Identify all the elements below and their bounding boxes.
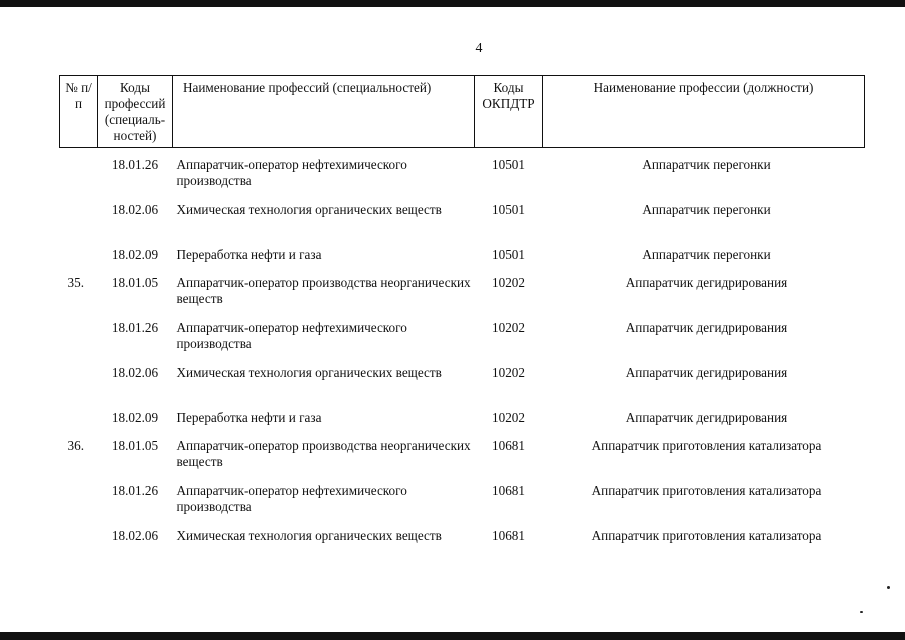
table-row [60, 483, 865, 528]
cell-position-name: Аппаратчик перегонки [642, 202, 771, 217]
table-row [60, 320, 865, 365]
cell-position-name: Аппаратчик дегидрирования [625, 320, 788, 335]
cell-num: 36. [67, 438, 84, 453]
cell-num [60, 528, 98, 573]
cell-num [60, 148, 98, 203]
cell-okpdtr: 10202 [492, 320, 525, 335]
scan-speck [887, 586, 890, 589]
header-row [60, 76, 865, 148]
header-position-name: Наименование профессии (должности) [543, 76, 865, 148]
scan-speck [860, 611, 863, 613]
cell-profession-name: Аппаратчик-оператор нефтехимического производства [176, 320, 407, 351]
cell-profession-name: Химическая технология органических веществ [176, 528, 442, 543]
table-row [60, 202, 865, 247]
cell-position-name: Аппаратчик перегонки [642, 247, 771, 262]
cell-okpdtr: 10681 [492, 528, 525, 543]
cell-profession-name: Химическая технология органических веществ [176, 365, 442, 380]
cell-okpdtr: 10501 [492, 157, 525, 172]
cell-code: 18.02.09 [111, 410, 159, 425]
cell-profession-name: Химическая технология органических веществ [176, 202, 442, 217]
page-number: 4 [475, 41, 483, 56]
cell-code: 18.02.06 [111, 202, 159, 217]
professions-table [59, 75, 865, 573]
cell-okpdtr: 10681 [492, 438, 525, 453]
cell-profession-name: Переработка нефти и газа [176, 410, 322, 425]
cell-code: 18.02.09 [111, 247, 159, 262]
cell-okpdtr: 10501 [492, 202, 525, 217]
cell-code: 18.01.05 [111, 438, 159, 453]
cell-profession-name: Аппаратчик-оператор нефтехимического производства [176, 157, 407, 188]
cell-num: 35. [67, 275, 84, 290]
cell-okpdtr: 10681 [492, 483, 525, 498]
cell-code: 18.01.26 [111, 483, 159, 498]
cell-position-name: Аппаратчик дегидрирования [625, 275, 788, 290]
cell-position-name: Аппаратчик приготовления катализатора [591, 438, 822, 453]
cell-position-name: Аппаратчик приготовления катализатора [591, 528, 822, 543]
table-row [60, 438, 865, 483]
cell-num [60, 410, 98, 438]
bottom-border-bar [0, 632, 905, 640]
table-row [60, 410, 865, 438]
table-row [60, 275, 865, 320]
cell-profession-name: Аппаратчик-оператор производства неорганических веществ [176, 438, 471, 469]
cell-profession-name: Аппаратчик-оператор производства неорганических веществ [176, 275, 471, 306]
cell-num [60, 365, 98, 410]
cell-okpdtr: 10202 [492, 275, 525, 290]
table-row [60, 148, 865, 203]
cell-code: 18.02.06 [111, 528, 159, 543]
table-row [60, 247, 865, 275]
header-okpdtr: Коды ОКПДТР [475, 76, 543, 148]
cell-position-name: Аппаратчик дегидрирования [625, 365, 788, 380]
cell-okpdtr: 10202 [492, 410, 525, 425]
cell-code: 18.01.05 [111, 275, 159, 290]
cell-position-name: Аппаратчик перегонки [642, 157, 771, 172]
cell-position-name: Аппаратчик дегидрирования [625, 410, 788, 425]
cell-position-name: Аппаратчик приготовления катализатора [591, 483, 822, 498]
cell-code: 18.02.06 [111, 365, 159, 380]
top-border-bar [0, 0, 905, 7]
header-codes: Коды профессий (специаль-ностей) [98, 76, 173, 148]
header-num: № п/п [60, 76, 98, 148]
cell-code: 18.01.26 [111, 320, 159, 335]
cell-num [60, 483, 98, 528]
cell-code: 18.01.26 [111, 157, 159, 172]
header-profession-name: Наименование профессий (специальностей) [173, 76, 475, 148]
cell-num [60, 202, 98, 247]
cell-num [60, 247, 98, 275]
cell-profession-name: Переработка нефти и газа [176, 247, 322, 262]
table-body [60, 148, 865, 574]
cell-okpdtr: 10202 [492, 365, 525, 380]
table-row [60, 528, 865, 573]
cell-profession-name: Аппаратчик-оператор нефтехимического производства [176, 483, 407, 514]
table-header [60, 76, 865, 148]
cell-okpdtr: 10501 [492, 247, 525, 262]
table-row [60, 365, 865, 410]
cell-num [60, 320, 98, 365]
